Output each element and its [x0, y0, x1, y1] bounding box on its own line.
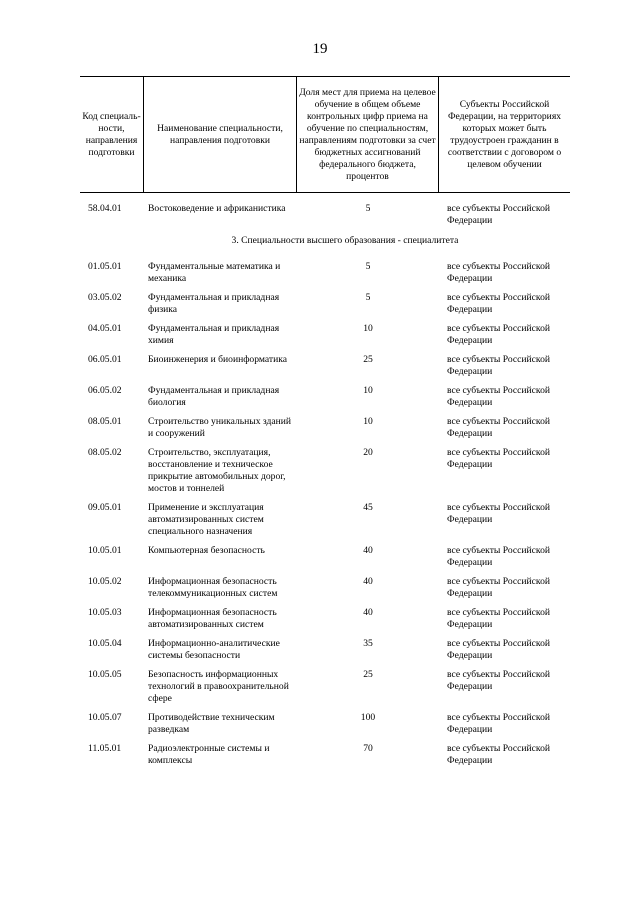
cell-name: Применение и эксплуатация автоматизированных систем специального назначения — [148, 502, 264, 537]
cell-share: 45 — [363, 502, 373, 513]
cell-code: 58.04.01 — [88, 203, 122, 214]
cell-code: 09.05.01 — [88, 502, 122, 513]
cell-name: Биоинженерия и биоинформатика — [148, 354, 287, 365]
cell-region: все субъекты Российской Федерации — [447, 354, 551, 377]
table-row — [80, 669, 570, 705]
table-row — [80, 385, 570, 409]
table-row — [80, 261, 570, 285]
cell-code: 10.05.03 — [88, 607, 122, 618]
cell-share: 40 — [363, 545, 373, 556]
cell-code: 11.05.01 — [88, 743, 122, 754]
page-number: 19 — [312, 41, 328, 57]
cell-code: 10.05.02 — [88, 576, 122, 587]
cell-name: Фундаментальные математика и механика — [148, 261, 281, 284]
cell-code: 10.05.01 — [88, 545, 122, 556]
table-row — [80, 712, 570, 736]
header-name: Наименование специальности, направления подготовки — [144, 77, 297, 192]
cell-share: 25 — [363, 669, 373, 680]
cell-code: 06.05.01 — [88, 354, 122, 365]
cell-name: Строительство, эксплуатация, восстановление и техническое прикрытие автомобильных дорог, мостов и тоннелей — [148, 447, 286, 494]
cell-share: 40 — [363, 576, 373, 587]
cell-name: Строительство уникальных зданий и сооружений — [148, 416, 292, 439]
cell-code: 03.05.02 — [88, 292, 122, 303]
cell-share: 25 — [363, 354, 373, 365]
cell-region: все субъекты Российской Федерации — [447, 447, 551, 470]
cell-share: 5 — [365, 203, 371, 214]
table-row — [80, 323, 570, 347]
cell-region: все субъекты Российской Федерации — [447, 502, 551, 525]
cell-region: все субъекты Российской Федерации — [447, 638, 551, 661]
table-row — [80, 743, 570, 767]
cell-region: все субъекты Российской Федерации — [447, 416, 551, 439]
cell-region: все субъекты Российской Федерации — [447, 712, 551, 735]
cell-name: Радиоэлектронные системы и комплексы — [148, 743, 270, 766]
cell-region: все субъекты Российской Федерации — [447, 385, 551, 408]
table-row — [80, 416, 570, 440]
header-code: Код специаль-ности, направления подготовки — [80, 77, 144, 192]
table-header — [80, 76, 570, 193]
table-body — [80, 203, 570, 767]
cell-code: 08.05.02 — [88, 447, 122, 458]
section-title: 3. Специальности высшего образования - специалитета — [231, 235, 459, 246]
cell-share: 100 — [360, 712, 376, 723]
cell-name: Фундаментальная и прикладная химия — [148, 323, 280, 346]
cell-share: 5 — [365, 261, 371, 272]
cell-region: все субъекты Российской Федерации — [447, 743, 551, 766]
header-share: Доля мест для приема на целевое обучение в общем объеме контрольных цифр приема на обучение по специальностям, направлениям подготовки за счет бюджетных ассигнований федерального бюджета, процентов — [297, 77, 439, 192]
cell-share: 5 — [365, 292, 371, 303]
cell-name: Фундаментальная и прикладная биология — [148, 385, 280, 408]
cell-code: 10.05.04 — [88, 638, 122, 649]
cell-region: все субъекты Российской Федерации — [447, 545, 551, 568]
cell-share: 20 — [363, 447, 373, 458]
cell-share: 35 — [363, 638, 373, 649]
cell-region: все субъекты Российской Федерации — [447, 292, 551, 315]
table-row — [80, 607, 570, 631]
specialties-table — [80, 76, 570, 774]
cell-name: Востоковедение и африканистика — [148, 203, 286, 214]
cell-name: Противодействие техническим разведкам — [148, 712, 275, 735]
cell-region: все субъекты Российской Федерации — [447, 607, 551, 630]
table-row — [80, 447, 570, 495]
table-row — [80, 545, 570, 569]
cell-code: 04.05.01 — [88, 323, 122, 334]
cell-code: 10.05.05 — [88, 669, 122, 680]
cell-name: Фундаментальная и прикладная физика — [148, 292, 280, 315]
cell-region: все субъекты Российской Федерации — [447, 323, 551, 346]
table-row — [80, 576, 570, 600]
table-row — [80, 638, 570, 662]
header-region: Субъекты Российской Федерации, на территориях которых может быть трудоустроен гражданин в соответствии с договором о целевом обучении — [447, 98, 562, 170]
table-row — [80, 203, 570, 227]
cell-share: 10 — [363, 385, 373, 396]
cell-code: 08.05.01 — [88, 416, 122, 427]
cell-region: все субъекты Российской Федерации — [447, 261, 551, 284]
cell-share: 10 — [363, 323, 373, 334]
cell-name: Информационная безопасность автоматизированных систем — [148, 607, 277, 630]
cell-name: Информационная безопасность телекоммуникационных систем — [148, 576, 278, 599]
cell-share: 70 — [363, 743, 373, 754]
table-row — [80, 354, 570, 378]
cell-code: 10.05.07 — [88, 712, 122, 723]
cell-region: все субъекты Российской Федерации — [447, 669, 551, 692]
cell-code: 06.05.02 — [88, 385, 122, 396]
cell-share: 10 — [363, 416, 373, 427]
cell-region: все субъекты Российской Федерации — [447, 203, 551, 226]
cell-name: Безопасность информационных технологий в правоохранительной сфере — [148, 669, 289, 704]
cell-share: 40 — [363, 607, 373, 618]
table-row — [80, 502, 570, 538]
cell-region: все субъекты Российской Федерации — [447, 576, 551, 599]
table-row — [80, 292, 570, 316]
cell-name: Компьютерная безопасность — [148, 545, 265, 556]
cell-code: 01.05.01 — [88, 261, 122, 272]
cell-name: Информационно-аналитические системы безопасности — [148, 638, 280, 661]
